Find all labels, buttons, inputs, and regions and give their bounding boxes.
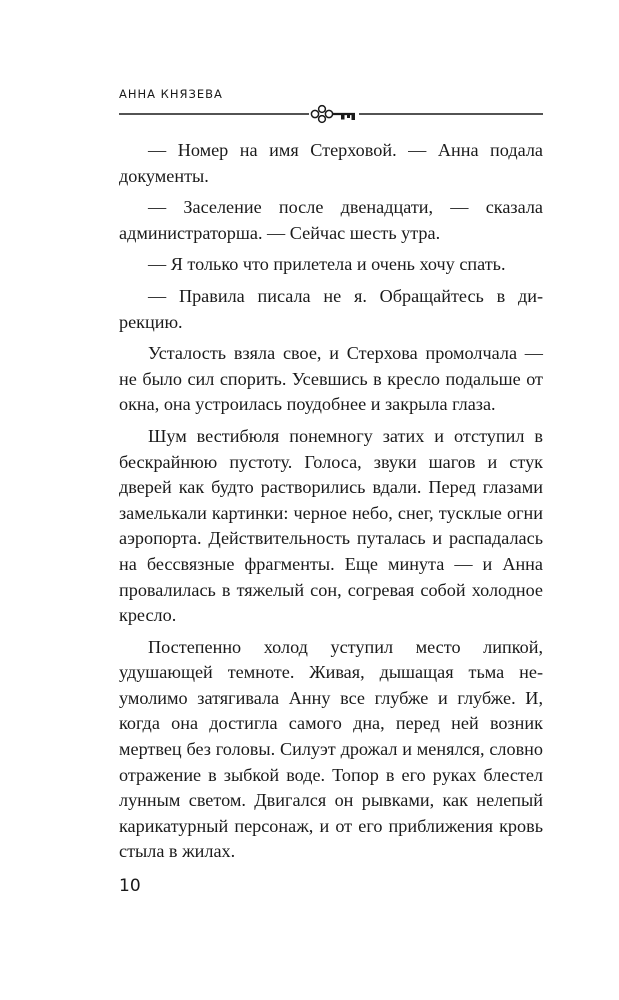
- page-number: 10: [119, 876, 141, 896]
- running-head-author: АННА КНЯЗЕВА: [119, 87, 223, 101]
- paragraph: Постепенно холод уступил место липкой, удушающей темноте. Живая, дышащая тьма неумолимо затягивала Анну все глубже и глубже. И, когда она достигла самого дна, перед ней возник мертвец без головы. Силуэт дрожал и менялся, словно отражение в зыбкой воде. Топор в его руках блестел лунным светом. Двигался он рывками, как нелепый карикатурный персонаж, и от его приближения кровь стыла в жилах.: [119, 636, 543, 862]
- header-rule: [119, 104, 543, 124]
- paragraph: — Заселение после двенадцати, — сказала администраторша. — Сейчас шесть утра.: [119, 197, 543, 243]
- paragraph: Шум вестибюля понемногу затих и отступил в бескрайнюю пустоту. Голоса, звуки шагов и стук дверей как будто растворились вдали. Перед глазами замелькали картинки: черное небо, снег, тусклые огни аэропорта. Действительность путалась и распадалась на бессвязные фрагменты. Еще минута — и Анна провалилась в тяжелый сон, согревая собой холодное кресло.: [119, 425, 543, 626]
- paragraph: — Правила писала не я. Обращайтесь в дирекцию.: [119, 285, 543, 332]
- body-text: [119, 138, 543, 871]
- paragraph: Усталость взяла свое, и Стерхова промолчала — не было сил спорить. Усевшись в кресло подальше от окна, она устроилась поудобнее и закрыла глаза.: [119, 343, 543, 415]
- paragraph: — Номер на имя Стерховой. — Анна подала документы.: [119, 140, 543, 186]
- paragraph: — Я только что прилетела и очень хочу спать.: [148, 254, 506, 275]
- key-ornament-icon: [311, 106, 355, 123]
